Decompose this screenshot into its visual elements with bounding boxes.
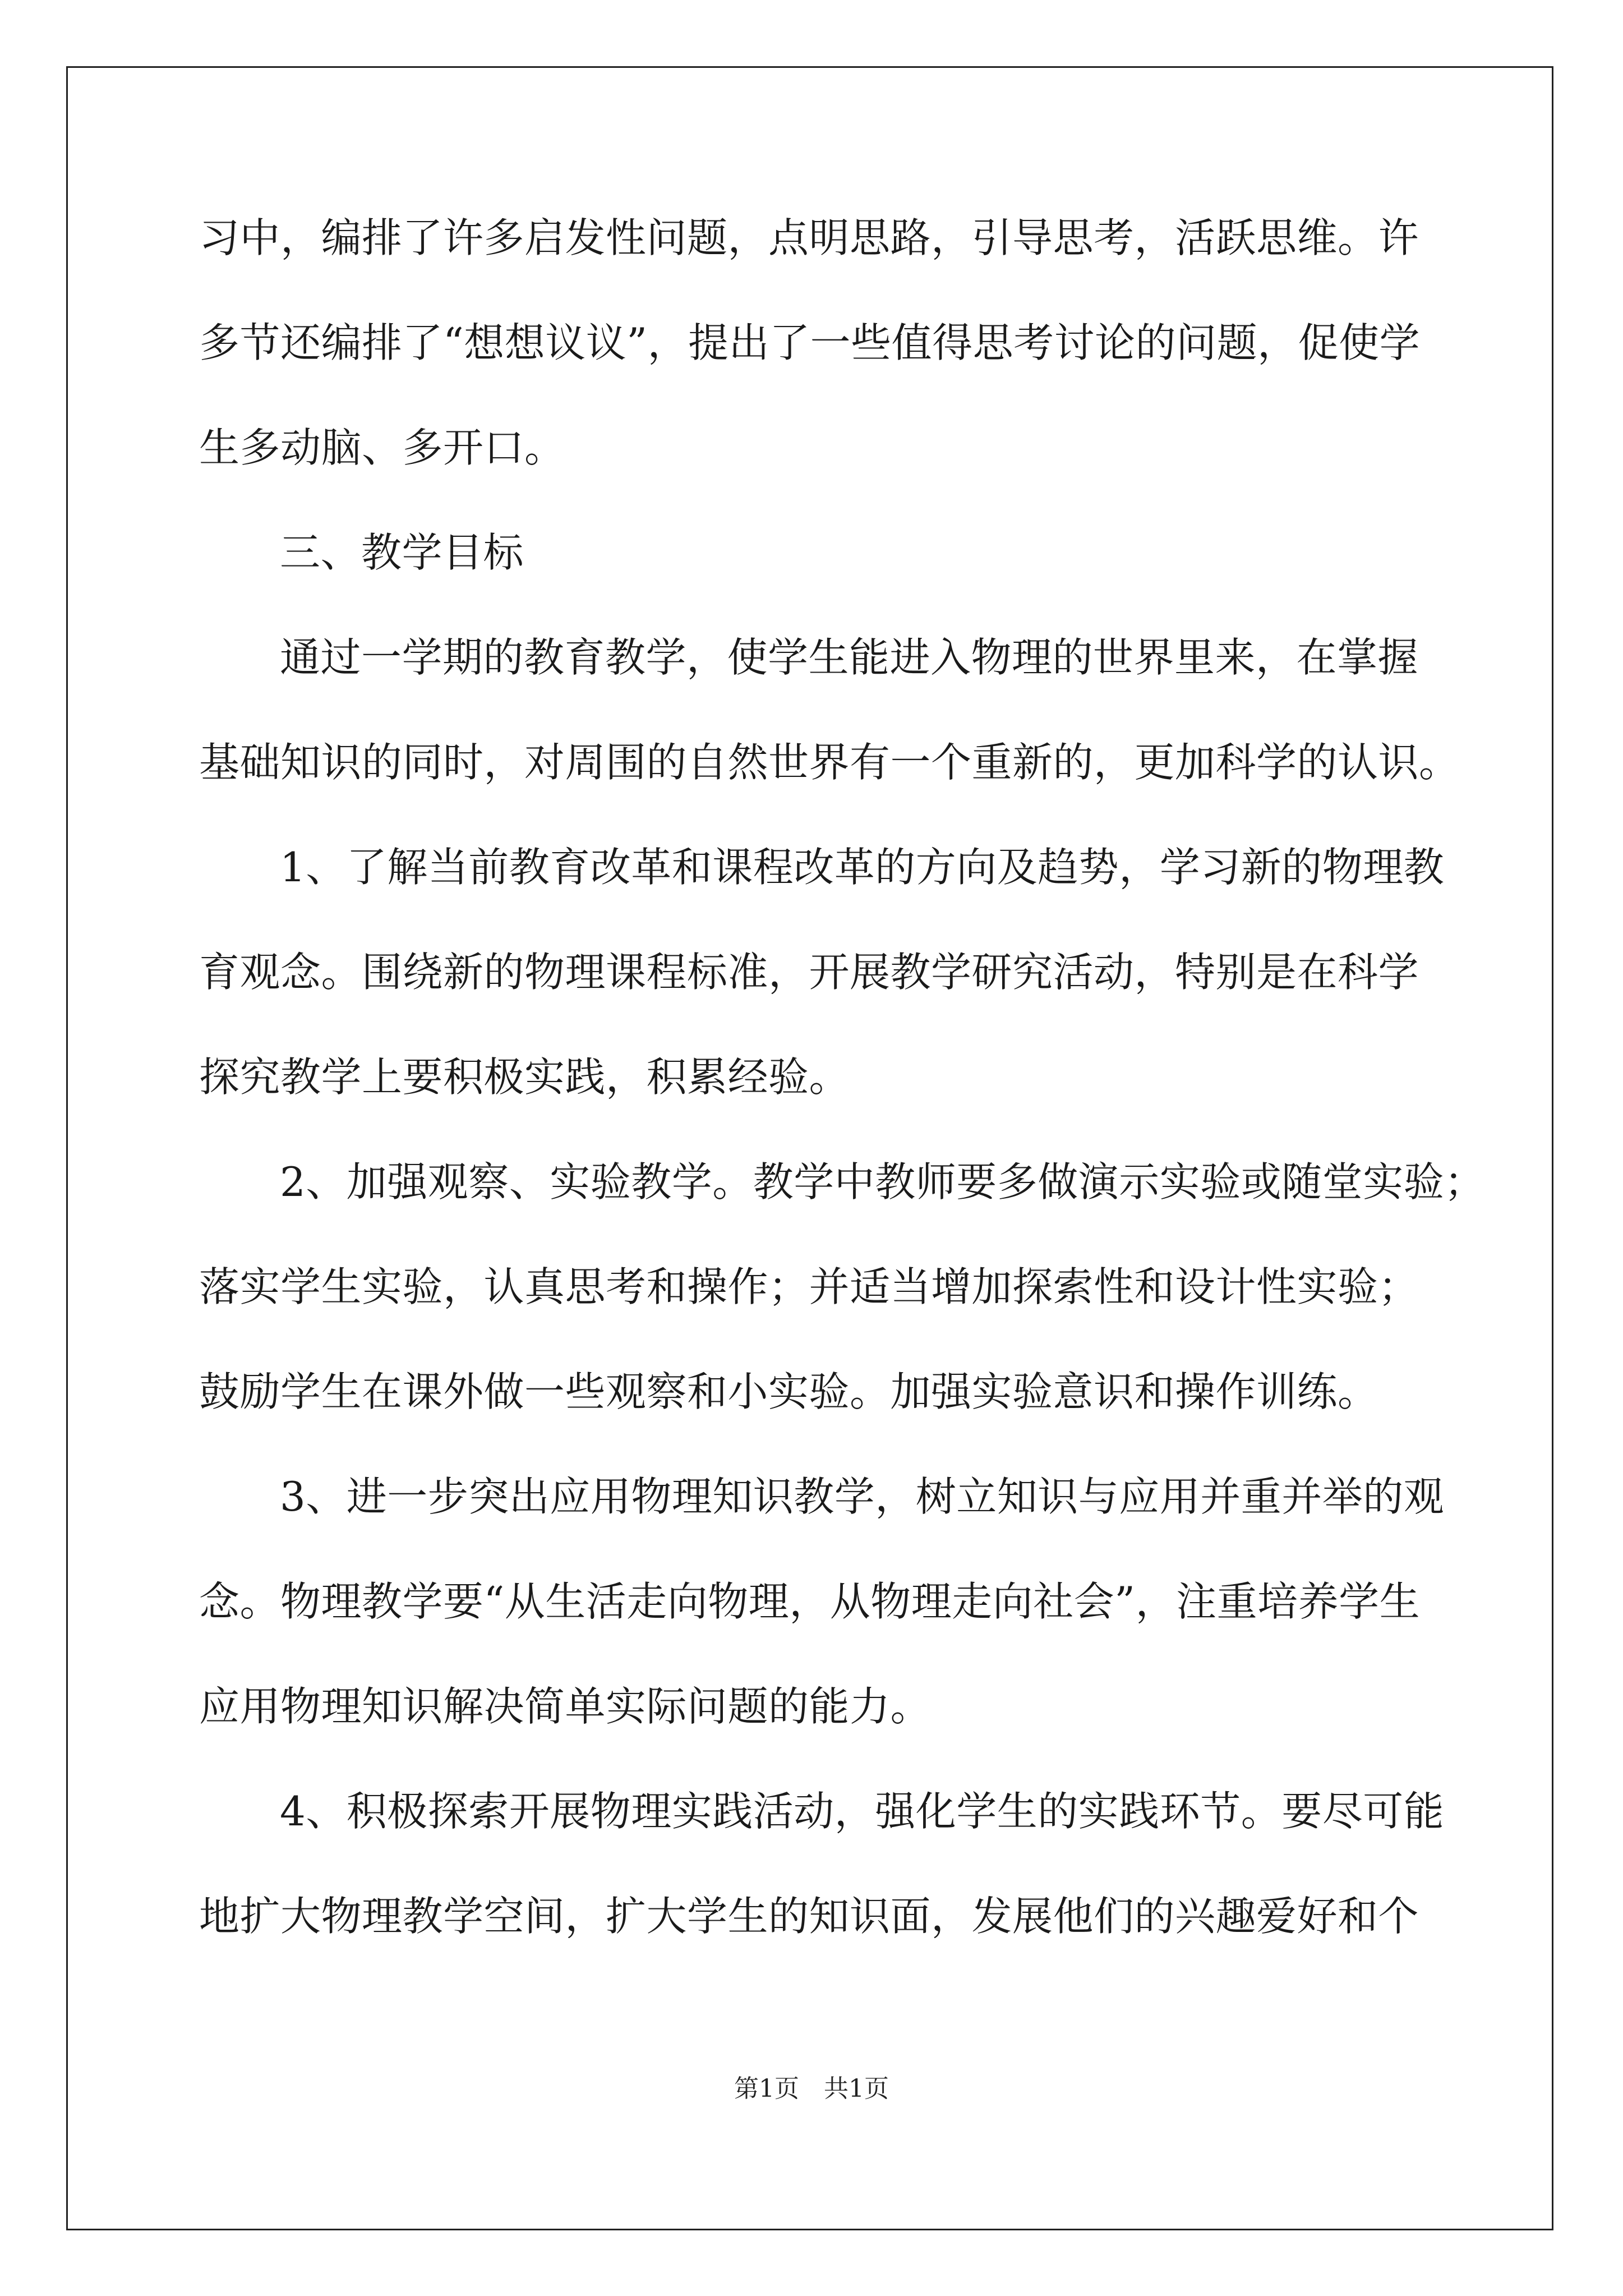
text-line: 基础知识的同时，对周围的自然世界有一个重新的，更加科学的认识。 [199,739,1460,786]
text-line: 2、加强观察、实验教学。教学中教师要多做演示实验或随堂实验； [280,1158,1485,1205]
text-line: 多节还编排了“想想议议”，提出了一些值得思考讨论的问题，促使学 [199,319,1421,366]
text-line: 落实学生实验，认真思考和操作；并适当增加探索性和设计性实验； [199,1263,1419,1310]
text-line: 习中，编排了许多启发性问题，点明思路，引导思考，活跃思维。许 [199,214,1419,261]
text-line: 生多动脑、多开口。 [199,424,565,471]
text-line: 育观念。围绕新的物理课程标准，开展教学研究活动，特别是在科学 [199,949,1419,996]
section-heading: 三、教学目标 [280,529,524,576]
text-line: 4、积极探索开展物理实践活动，强化学生的实践环节。要尽可能 [280,1788,1445,1835]
text-line: 念。物理教学要“从生活走向物理，从物理走向社会”，注重培养学生 [199,1578,1421,1625]
text-line: 3、进一步突出应用物理知识教学，树立知识与应用并重并举的观 [280,1473,1445,1520]
text-line: 地扩大物理教学空间，扩大学生的知识面，发展他们的兴趣爱好和个 [199,1893,1419,1940]
text-line: 探究教学上要积极实践，积累经验。 [199,1053,850,1101]
text-line: 1、了解当前教育改革和课程改革的方向及趋势，学习新的物理教 [280,844,1445,891]
page-number: 第1页 共1页 [734,2074,889,2103]
text-line: 通过一学期的教育教学，使学生能进入物理的世界里来，在掌握 [280,634,1419,681]
text-line: 应用物理知识解决简单实际问题的能力。 [199,1683,932,1730]
text-line: 鼓励学生在课外做一些观察和小实验。加强实验意识和操作训练。 [199,1368,1378,1415]
